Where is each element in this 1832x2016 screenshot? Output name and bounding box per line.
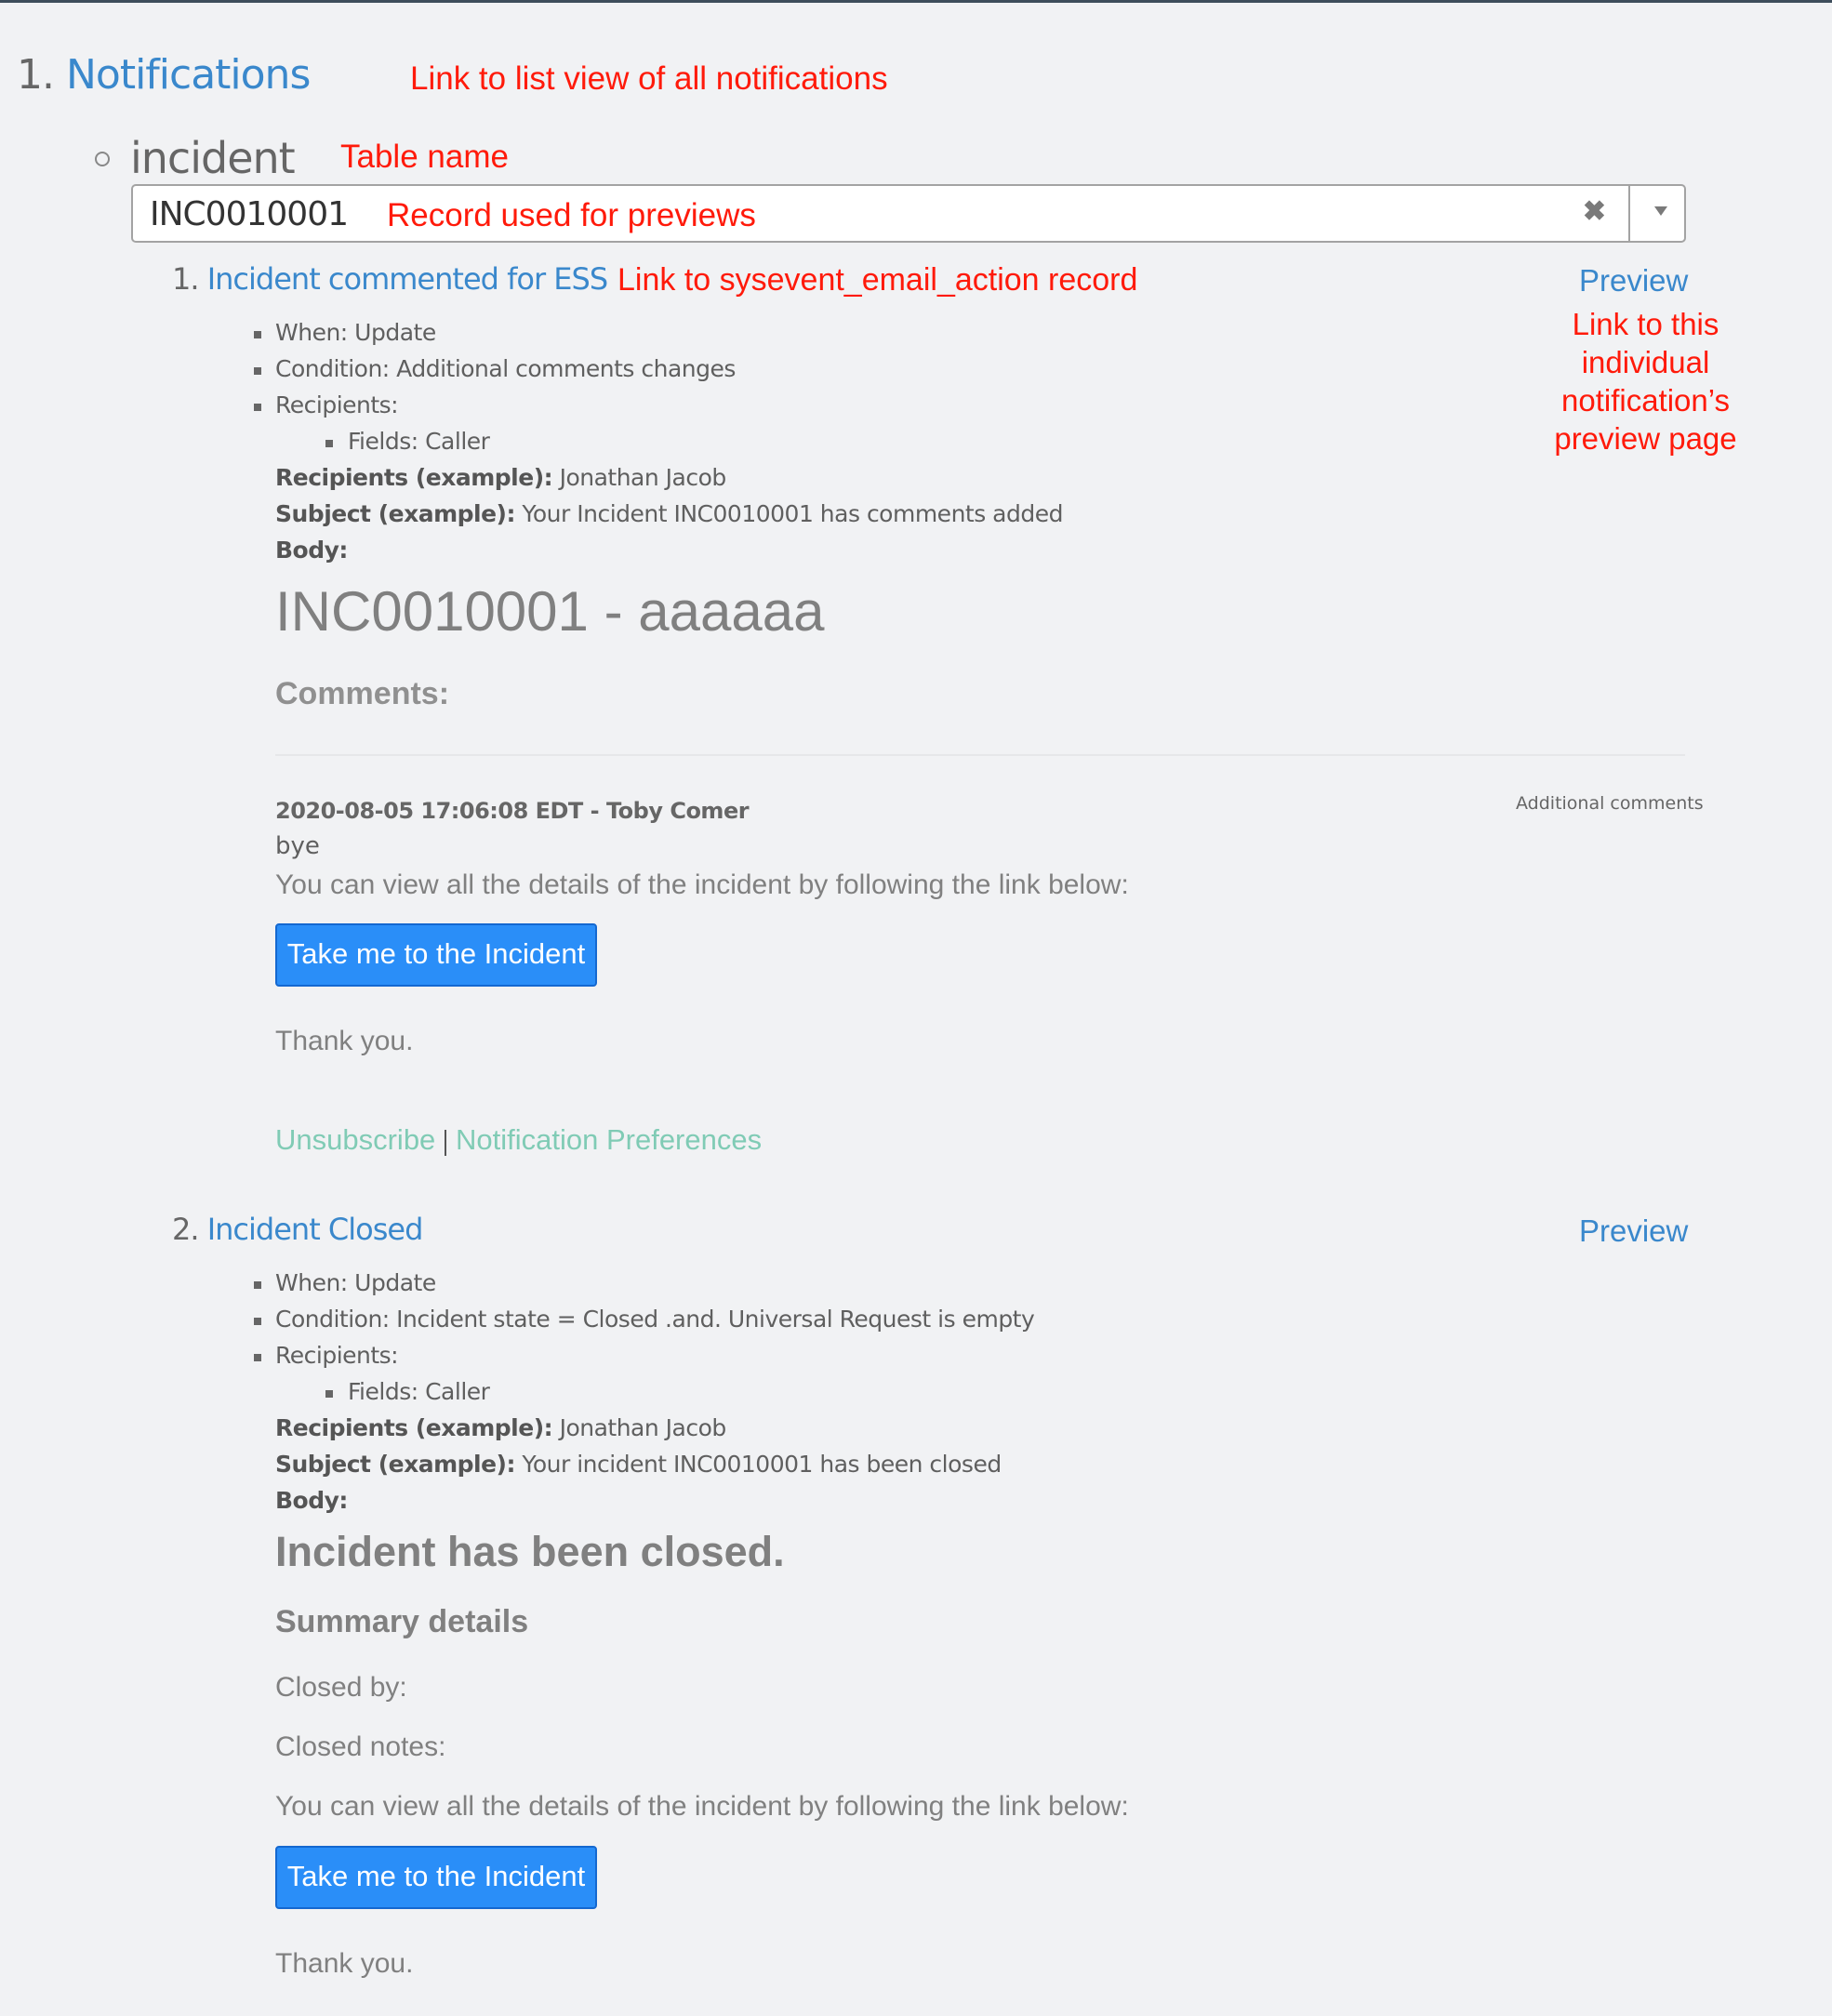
condition-item: Condition: Incident state = Closed .and. Universal Request is empty [275,1306,1035,1333]
square-bullet-icon [254,404,261,411]
record-select-value: INC0010001 [150,195,349,233]
comments-heading: Comments: [275,676,450,711]
comment-text: bye [275,832,320,860]
square-bullet-icon [254,331,261,338]
notifications-list-link[interactable]: Notifications [65,51,311,99]
notification-record-link[interactable]: Incident commented for ESS [206,261,608,297]
summary-heading: Summary details [275,1604,529,1639]
notification-number: 1. [172,261,199,297]
heading-number: 1. [17,51,54,99]
subject-example-label: Subject (example): [275,1451,515,1478]
notification-number: 2. [172,1212,199,1247]
chevron-down-icon[interactable] [1654,206,1667,216]
annotation-list-link: Link to list view of all notifications [410,60,888,97]
annotation-line: Link to this [1572,307,1719,341]
notification-title-row [172,1212,422,1247]
fields-item: Fields: Caller [348,428,490,455]
divider [275,754,1685,756]
square-bullet-icon [254,1281,261,1289]
body-label [275,1487,348,1514]
circle-bullet-icon [95,152,110,166]
preview-link[interactable]: Preview [1579,1214,1689,1248]
take-me-to-incident-button[interactable]: Take me to the Incident [275,923,597,987]
annotation-preview-link [1546,305,1746,458]
subject-example [275,500,1063,527]
subject-example-label: Subject (example): [275,500,515,527]
recipients-item: Recipients: [275,391,399,418]
email-heading: INC0010001 - aaaaaa [275,580,825,643]
link-separator [445,1130,446,1156]
take-me-to-incident-button[interactable]: Take me to the Incident [275,1846,597,1909]
comment-type: Additional comments [1516,793,1704,814]
table-name: incident [130,133,295,183]
recipients-example-label: Recipients (example): [275,464,553,491]
square-bullet-icon [325,1390,333,1398]
annotation-line: notification’s [1560,383,1730,418]
subject-example [275,1451,1002,1478]
when-item: When: Update [275,319,436,346]
condition-item: Condition: Additional comments changes [275,355,736,382]
annotation-table-name: Table name [340,139,509,175]
annotation-line: preview page [1554,421,1737,456]
body-label-text: Body: [275,537,348,564]
notification-title-row [172,261,607,297]
recipients-example [275,464,726,491]
square-bullet-icon [254,1318,261,1325]
subject-example-value: Your Incident INC0010001 has comments added [514,500,1063,527]
thank-you-text: Thank you. [275,1948,414,1979]
recipients-example [275,1414,726,1441]
view-details-text: You can view all the details of the incident by following the link below: [275,869,1129,900]
body-label [275,537,348,564]
square-bullet-icon [325,440,333,447]
record-select[interactable] [131,184,1686,243]
view-details-text: You can view all the details of the incident by following the link below: [275,1791,1129,1822]
recipients-example-value: Jonathan Jacob [552,464,726,491]
unsubscribe-link[interactable]: Unsubscribe [275,1123,436,1156]
recipients-item: Recipients: [275,1342,399,1369]
closed-by-text: Closed by: [275,1672,407,1703]
subject-example-value: Your incident INC0010001 has been closed [514,1451,1002,1478]
when-item: When: Update [275,1269,436,1296]
fields-item: Fields: Caller [348,1378,490,1405]
closed-notes-text: Closed notes: [275,1731,446,1762]
annotation-record-link: Link to sysevent_email_action record [617,262,1138,298]
square-bullet-icon [254,1354,261,1361]
notification-preferences-link[interactable]: Notification Preferences [456,1123,763,1156]
comment-header: 2020-08-05 17:06:08 EDT - Toby Comer [275,798,750,824]
recipients-example-label: Recipients (example): [275,1414,553,1441]
dropdown-divider [1628,186,1630,241]
thank-you-text: Thank you. [275,1026,414,1056]
annotation-line: individual [1581,345,1710,379]
square-bullet-icon [254,367,261,375]
email-heading: Incident has been closed. [275,1528,785,1575]
notification-record-link[interactable]: Incident Closed [206,1212,423,1247]
recipients-example-value: Jonathan Jacob [552,1414,726,1441]
clear-icon[interactable]: ✖ [1582,196,1606,227]
annotation-record: Record used for previews [387,197,756,233]
body-label-text: Body: [275,1487,348,1514]
notifications-heading [17,51,310,99]
preview-link[interactable]: Preview [1579,263,1689,298]
